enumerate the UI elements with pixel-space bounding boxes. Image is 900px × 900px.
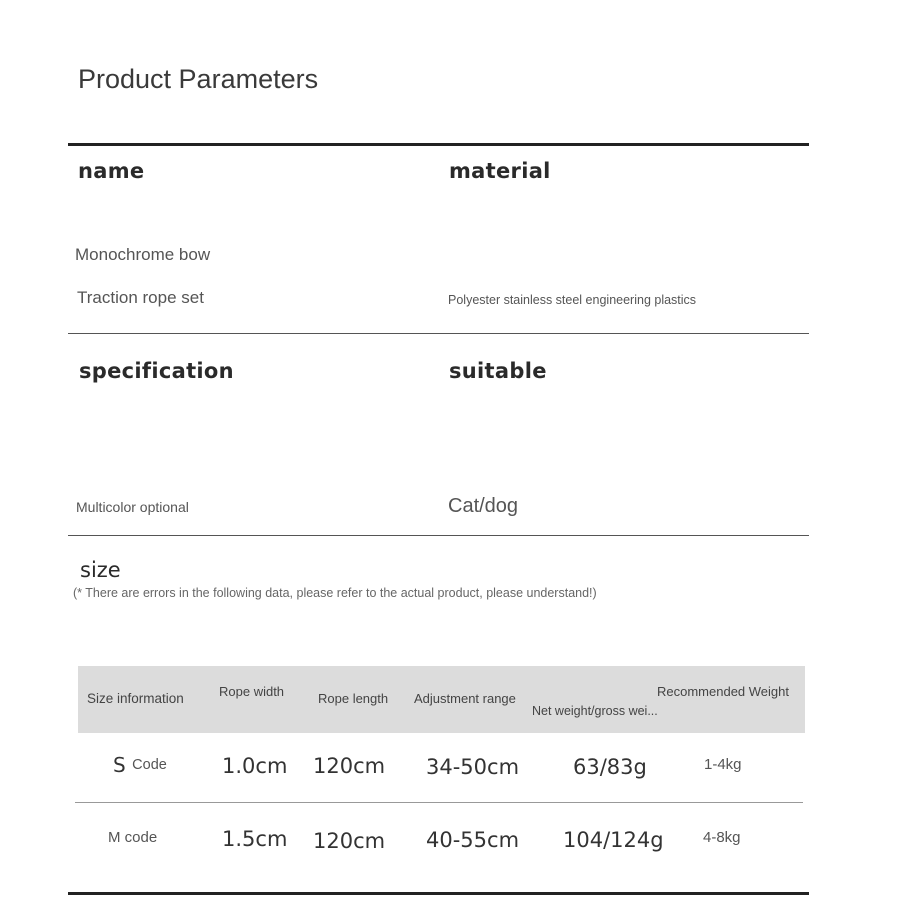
material-label: material (449, 159, 551, 183)
suitable-label: suitable (449, 359, 547, 383)
adjustment-range-cell: 40-55cm (426, 828, 520, 852)
recommended-weight-cell: 1-4kg (704, 756, 742, 773)
net-weight-cell: 63/83g (573, 755, 647, 779)
row-divider (75, 802, 803, 803)
size-suffix: Code (132, 757, 167, 773)
name-label: name (78, 159, 145, 183)
page-title: Product Parameters (78, 64, 319, 94)
size-label: size (80, 558, 121, 582)
net-weight-cell: 104/124g (563, 828, 664, 852)
size-letter: S (113, 753, 126, 777)
material-value: Polyester stainless steel engineering plastics (448, 293, 697, 307)
divider (68, 333, 809, 334)
table-row (113, 753, 167, 777)
size-label-cell: M code (108, 829, 158, 846)
header-adjustment-range: Adjustment range (414, 691, 516, 706)
rope-width-cell: 1.5cm (222, 827, 288, 851)
header-net-weight: Net weight/gross wei... (532, 704, 658, 718)
header-rope-length: Rope length (318, 691, 389, 706)
header-rope-width: Rope width (219, 684, 285, 699)
suitable-value: Cat/dog (448, 495, 519, 517)
adjustment-range-cell: 34-50cm (426, 755, 520, 779)
divider (68, 143, 809, 146)
specification-label: specification (79, 359, 234, 383)
header-size-information: Size information (87, 691, 184, 706)
rope-length-cell: 120cm (313, 754, 386, 778)
divider (68, 535, 809, 536)
specification-value: Multicolor optional (76, 499, 189, 515)
rope-length-cell: 120cm (313, 829, 386, 853)
size-note: (* There are errors in the following data, please refer to the actual product, please understand!) (73, 586, 597, 600)
header-recommended-weight: Recommended Weight (657, 684, 789, 699)
name-value-1: Monochrome bow (75, 245, 211, 264)
name-value-2: Traction rope set (77, 288, 204, 307)
recommended-weight-cell: 4-8kg (703, 829, 741, 846)
rope-width-cell: 1.0cm (222, 754, 288, 778)
divider (68, 892, 809, 895)
